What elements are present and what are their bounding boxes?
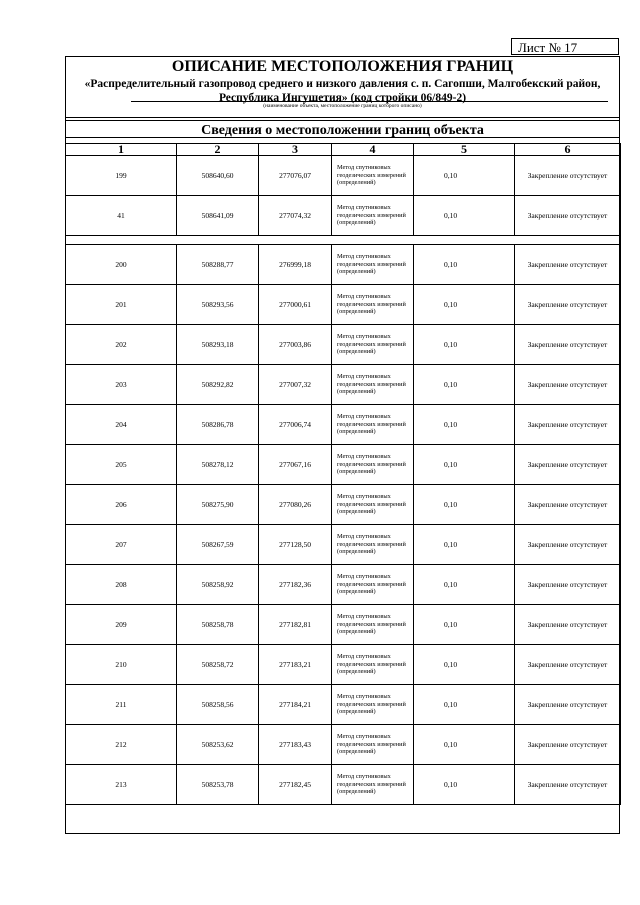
- accuracy: 0,10: [414, 196, 515, 236]
- method: Метод спутниковых геодезических измерений (определений): [332, 196, 414, 236]
- table-row: [66, 196, 621, 236]
- accuracy: 0,10: [414, 525, 515, 565]
- coord-x: 508258,92: [177, 565, 259, 605]
- point-number: 203: [66, 365, 177, 405]
- coord-y: 277006,74: [259, 405, 332, 445]
- table-row: [66, 445, 621, 485]
- coord-x: 508292,82: [177, 365, 259, 405]
- accuracy: 0,10: [414, 765, 515, 805]
- accuracy: 0,10: [414, 156, 515, 196]
- table-row: [66, 405, 621, 445]
- accuracy: 0,10: [414, 485, 515, 525]
- coord-x: 508288,77: [177, 245, 259, 285]
- col-header: 4: [332, 144, 414, 156]
- table-row: [66, 156, 621, 196]
- accuracy: 0,10: [414, 325, 515, 365]
- coord-x: 508278,12: [177, 445, 259, 485]
- coord-x: 508293,18: [177, 325, 259, 365]
- method: Метод спутниковых геодезических измерений (определений): [332, 645, 414, 685]
- point-number: 41: [66, 196, 177, 236]
- boundary-table: [65, 143, 621, 805]
- fixing: Закрепление отсутствует: [515, 525, 621, 565]
- document-header: [65, 56, 620, 118]
- method: Метод спутниковых геодезических измерений (определений): [332, 765, 414, 805]
- fixing: Закрепление отсутствует: [515, 645, 621, 685]
- method: Метод спутниковых геодезических измерений (определений): [332, 156, 414, 196]
- coord-y: 277182,81: [259, 605, 332, 645]
- col-header: 3: [259, 144, 332, 156]
- accuracy: 0,10: [414, 605, 515, 645]
- fixing: Закрепление отсутствует: [515, 156, 621, 196]
- coord-y: 277182,45: [259, 765, 332, 805]
- point-number: 202: [66, 325, 177, 365]
- table-row: [66, 725, 621, 765]
- col-header: 5: [414, 144, 515, 156]
- group-separator: [66, 236, 621, 245]
- coord-x: 508293,56: [177, 285, 259, 325]
- accuracy: 0,10: [414, 725, 515, 765]
- fixing: Закрепление отсутствует: [515, 365, 621, 405]
- coord-y: 276999,18: [259, 245, 332, 285]
- method: Метод спутниковых геодезических измерений (определений): [332, 725, 414, 765]
- coord-x: 508258,78: [177, 605, 259, 645]
- point-number: 200: [66, 245, 177, 285]
- point-number: 204: [66, 405, 177, 445]
- point-number: 209: [66, 605, 177, 645]
- fixing: Закрепление отсутствует: [515, 565, 621, 605]
- fixing: Закрепление отсутствует: [515, 485, 621, 525]
- table-header-row: [66, 144, 621, 156]
- fixing: Закрепление отсутствует: [515, 325, 621, 365]
- point-number: 210: [66, 645, 177, 685]
- fixing: Закрепление отсутствует: [515, 765, 621, 805]
- coord-y: 277000,61: [259, 285, 332, 325]
- table-row: [66, 765, 621, 805]
- table-row: [66, 485, 621, 525]
- coord-x: 508640,60: [177, 156, 259, 196]
- method: Метод спутниковых геодезических измерений (определений): [332, 565, 414, 605]
- method: Метод спутниковых геодезических измерений (определений): [332, 445, 414, 485]
- coord-y: 277128,50: [259, 525, 332, 565]
- method: Метод спутниковых геодезических измерений (определений): [332, 245, 414, 285]
- coord-y: 277182,36: [259, 565, 332, 605]
- coord-y: 277183,21: [259, 645, 332, 685]
- separator-cell: [66, 236, 621, 245]
- coord-y: 277007,32: [259, 365, 332, 405]
- fixing: Закрепление отсутствует: [515, 405, 621, 445]
- accuracy: 0,10: [414, 565, 515, 605]
- point-number: 212: [66, 725, 177, 765]
- accuracy: 0,10: [414, 405, 515, 445]
- object-name: «Распределительный газопровод среднего и низкого давления с. п. Сагопши, Малгобекский район, Республика Ингушетия» (код стройки 06/849-2): [84, 78, 601, 104]
- coord-y: 277074,32: [259, 196, 332, 236]
- coord-x: 508253,78: [177, 765, 259, 805]
- coord-y: 277076,07: [259, 156, 332, 196]
- table-row: [66, 325, 621, 365]
- method: Метод спутниковых геодезических измерений (определений): [332, 605, 414, 645]
- table-row: [66, 245, 621, 285]
- sheet-number: Лист № 17: [511, 38, 619, 55]
- coord-x: 508253,62: [177, 725, 259, 765]
- fixing: Закрепление отсутствует: [515, 445, 621, 485]
- section-divider: [65, 120, 620, 121]
- point-number: 208: [66, 565, 177, 605]
- accuracy: 0,10: [414, 285, 515, 325]
- accuracy: 0,10: [414, 245, 515, 285]
- method: Метод спутниковых геодезических измерений (определений): [332, 485, 414, 525]
- coord-x: 508258,72: [177, 645, 259, 685]
- col-header: 2: [177, 144, 259, 156]
- fixing: Закрепление отсутствует: [515, 605, 621, 645]
- point-number: 207: [66, 525, 177, 565]
- table-row: [66, 645, 621, 685]
- method: Метод спутниковых геодезических измерений (определений): [332, 405, 414, 445]
- point-number: 205: [66, 445, 177, 485]
- point-number: 211: [66, 685, 177, 725]
- table-row: [66, 605, 621, 645]
- col-header: 6: [515, 144, 621, 156]
- accuracy: 0,10: [414, 365, 515, 405]
- coord-y: 277003,86: [259, 325, 332, 365]
- point-number: 206: [66, 485, 177, 525]
- coord-y: 277184,21: [259, 685, 332, 725]
- table-row: [66, 525, 621, 565]
- accuracy: 0,10: [414, 685, 515, 725]
- fixing: Закрепление отсутствует: [515, 685, 621, 725]
- table-row: [66, 365, 621, 405]
- coord-x: 508275,90: [177, 485, 259, 525]
- object-name-underline: [131, 101, 608, 102]
- table-row: [66, 685, 621, 725]
- accuracy: 0,10: [414, 645, 515, 685]
- table-row: [66, 285, 621, 325]
- accuracy: 0,10: [414, 445, 515, 485]
- table-row: [66, 565, 621, 605]
- document-title: ОПИСАНИЕ МЕСТОПОЛОЖЕНИЯ ГРАНИЦ: [171, 58, 514, 75]
- point-number: 213: [66, 765, 177, 805]
- fixing: Закрепление отсутствует: [515, 285, 621, 325]
- method: Метод спутниковых геодезических измерений (определений): [332, 365, 414, 405]
- coord-x: 508258,56: [177, 685, 259, 725]
- table-body: [66, 156, 621, 805]
- coord-y: 277080,26: [259, 485, 332, 525]
- method: Метод спутниковых геодезических измерений (определений): [332, 685, 414, 725]
- point-number: 199: [66, 156, 177, 196]
- coord-x: 508267,59: [177, 525, 259, 565]
- section-title: Сведения о местоположении границ объекта: [65, 118, 620, 138]
- coord-x: 508641,09: [177, 196, 259, 236]
- method: Метод спутниковых геодезических измерений (определений): [332, 285, 414, 325]
- fixing: Закрепление отсутствует: [515, 725, 621, 765]
- method: Метод спутниковых геодезических измерений (определений): [332, 525, 414, 565]
- coord-y: 277183,43: [259, 725, 332, 765]
- object-name-caption: (наименование объекта, местоположение границ которого описано): [263, 103, 422, 109]
- fixing: Закрепление отсутствует: [515, 196, 621, 236]
- col-header: 1: [66, 144, 177, 156]
- coord-y: 277067,16: [259, 445, 332, 485]
- coord-x: 508286,78: [177, 405, 259, 445]
- point-number: 201: [66, 285, 177, 325]
- fixing: Закрепление отсутствует: [515, 245, 621, 285]
- method: Метод спутниковых геодезических измерений (определений): [332, 325, 414, 365]
